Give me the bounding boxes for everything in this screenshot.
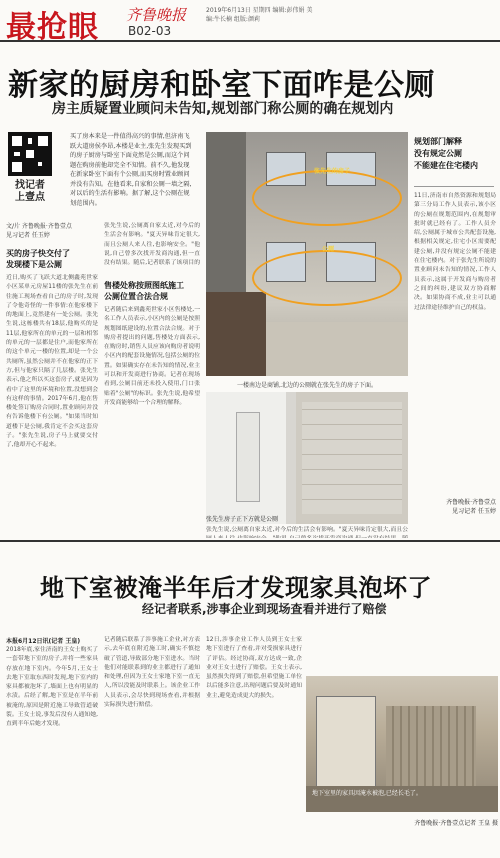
story2-headline: 地下室被淹半年后才发现家具泡坏了 [40,574,432,602]
story1-section-head-1: 买的房子快交付了 发现楼下是公厕 [6,249,70,269]
story1-byline: 文/片 齐鲁晚报·齐鲁壹点 见习记者 任玉婷 [6,223,72,239]
story1-column-2b: 记者随后来到鑫苑世家小区售楼处,一名工作人员表示,小区内的公厕是按照规划图纸建设的,位置合法合规。对于购房者提出的问题,售楼处方面表示,在购房时,销售人员应该向购房者说明小区内的配套设施情况,包括公厕的位置。如果确实存在未告知的情况,业主可以和开发商进行协商。记者在现场看到,公厕目前还未投入使用,门口张贴着"公厕"的标识。张先生说,他希望开发商能够给一个合理的解释。 [104,307,200,406]
building-photo [206,132,408,376]
qr-label-line1: 找记者 [15,180,45,191]
issue-meta: 2019年6月13日 星期四 编辑:彭伟娟 美编:牛长楠 组版:颜莉 [206,7,313,23]
story1-column-1: 近日,购买了飞跃大道北侧鑫苑世家小区某单元房屋11楼的张先生在前往施工现场查看自己的房子时,发现了令他奇怪的一件事情:在他家楼下的地面上,竟然建有一处公厕。张先生说,这栋楼共有18层,他购买的是11层,他家所在的单元的一层和相邻的单元的一层都是住户,而他家所在的这个单元一楼的位置,却是一个公共厕所,虽然公厕并不在他家的正下方,但与他家只隔了几层楼。张先生表示,他之所以买这套房子,就是因为看中了这里的环境和位置,没想到会有这样的事情。2017年6月,他在售楼处签订购房合同时,置业顾问并没有告诉他楼下有公厕。"如果当时知道楼下是公厕,我肯定不会买这套房子。"张先生说,房子马上就要交付了,他却开心不起来。 [6,275,98,449]
section-name: 最抢眼 [6,10,99,45]
sidebar-divider [414,186,494,187]
story2-column-2: 记者随后联系了涉事施工企业,对方表示,去年底在附近施工时,确实不慎挖破了管道,导致部分地下室进水。当时他们对能联系到的业主都进行了通知和处理,但因为王女士家地下室一直无人,所以没能及时联系上。该企业工作人员表示,会尽快到现场查看,并根据实际损失进行赔偿。 [104,637,200,709]
story1-headline: 新家的厨房和卧室下面咋是公厕 [8,68,435,103]
photo3-byline: 齐鲁晚报·齐鲁壹点记者 王皇 摄 [414,820,498,827]
story1-section-head-2: 售楼处称按照图纸施工 公厕位置合法合规 [104,281,184,301]
basement-photo [306,676,498,812]
story1-lead: 买了房本来是一件值得高兴的事情,但济南飞跃大道房侯李昂,本楼是业主,张先生发现买到的房子厨房与卧室下面竟然是公厕,而这个问题在购房前他却完全不知情。前不久,他发现在新家卧室下面有个公厕,而买房时置业顾问并没有告知。在他看来,自家和公厕一墙之隔,对以后的生活有影响。据了解,这个公厕在规划范围内。 [70,133,192,207]
interior-photo [206,392,408,524]
story-divider [0,540,500,542]
story1-column-2a: 张先生说,公厕离自家太近,对今后的生活会有影响。"夏天异味肯定很大,而且公厕人来人往,也影响安全。"他说,自己曾多次找开发商沟通,但一直没有结果。随后,记者联系了该项目的 [104,223,200,266]
photo-tag-toilet: 公厕 [322,246,335,253]
page-code: B02-03 [128,24,172,38]
photo2-caption: 张先生房子正下方就是公厕 [206,516,279,523]
story1-column-3-tail: 张先生说,公厕离自家太近,对今后的生活会有影响。"夏天异味肯定很大,而且公 [206,527,408,533]
story2-dateline: 本报6月12日讯(记者 王皇) [6,638,81,645]
sidebar-byline: 齐鲁晚报·齐鲁壹点 见习记者 任玉婷 [446,499,496,515]
qr-code-icon[interactable] [8,132,52,176]
paper-logo: 齐鲁晚报 [126,6,187,24]
story2-subhead: 经记者联系,涉事企业到现场查看并进行了赔偿 [142,602,387,616]
photo1-caption: 一楼南边是商铺,北边的公厕就在张先生的房子下面。 [237,382,377,389]
photo-tag-house: 张先生的房子 [314,168,351,175]
sidebar-title: 规划部门解释 没有规定公厕 不能建在住宅楼内 [414,137,478,170]
qr-label [8,180,52,204]
qr-label-line2: 上壹点 [15,192,45,203]
story1-subhead: 房主质疑置业顾问未告知,规划部门称公厕的确在规划内 [52,101,394,117]
story2-column-1: 2018年底,家住济南的王女士购买了一套带地下室的房子,并将一些家具存放在地下室内。今年5月,王女士去地下室取东西时发现,地下室内的家具都被泡坏了,墙面上也有明显的水渍。后经了解,地下室是在半年前被淹的,原因是附近施工导致管道破裂。王女士说,事发后没有人通知她,直到半年后她才发现。 [6,647,98,728]
photo3-caption: 地下室里的家具因淹水被泡,已经长毛了。 [312,790,422,797]
story2-column-3: 12日,涉事企业工作人员到王女士家地下室进行了查看,并对受损家具进行了评估。经过协商,双方达成一致,企业对王女士进行了赔偿。王女士表示,虽然损失得到了赔偿,但希望施工单位以后能多注意,出现问题后要及时通知业主,避免造成更大的损失。 [206,637,302,699]
sidebar-body: 11日,济南市自然资源和规划局第三分局工作人员表示,该小区的公厕在规划范围内,在规划审批时就已经有了。工作人员介绍,公厕属于城市公共配套设施,根据相关规定,住宅小区需要配建公厕,并没有规定公厕不能建在住宅楼内。对于张先生所说的置业顾问未告知的情况,工作人员表示,这属于开发商与购房者之间的纠纷,建议双方协商解决。如果协商不成,业主可以通过法律途径维护自己的权益。 [414,193,496,311]
